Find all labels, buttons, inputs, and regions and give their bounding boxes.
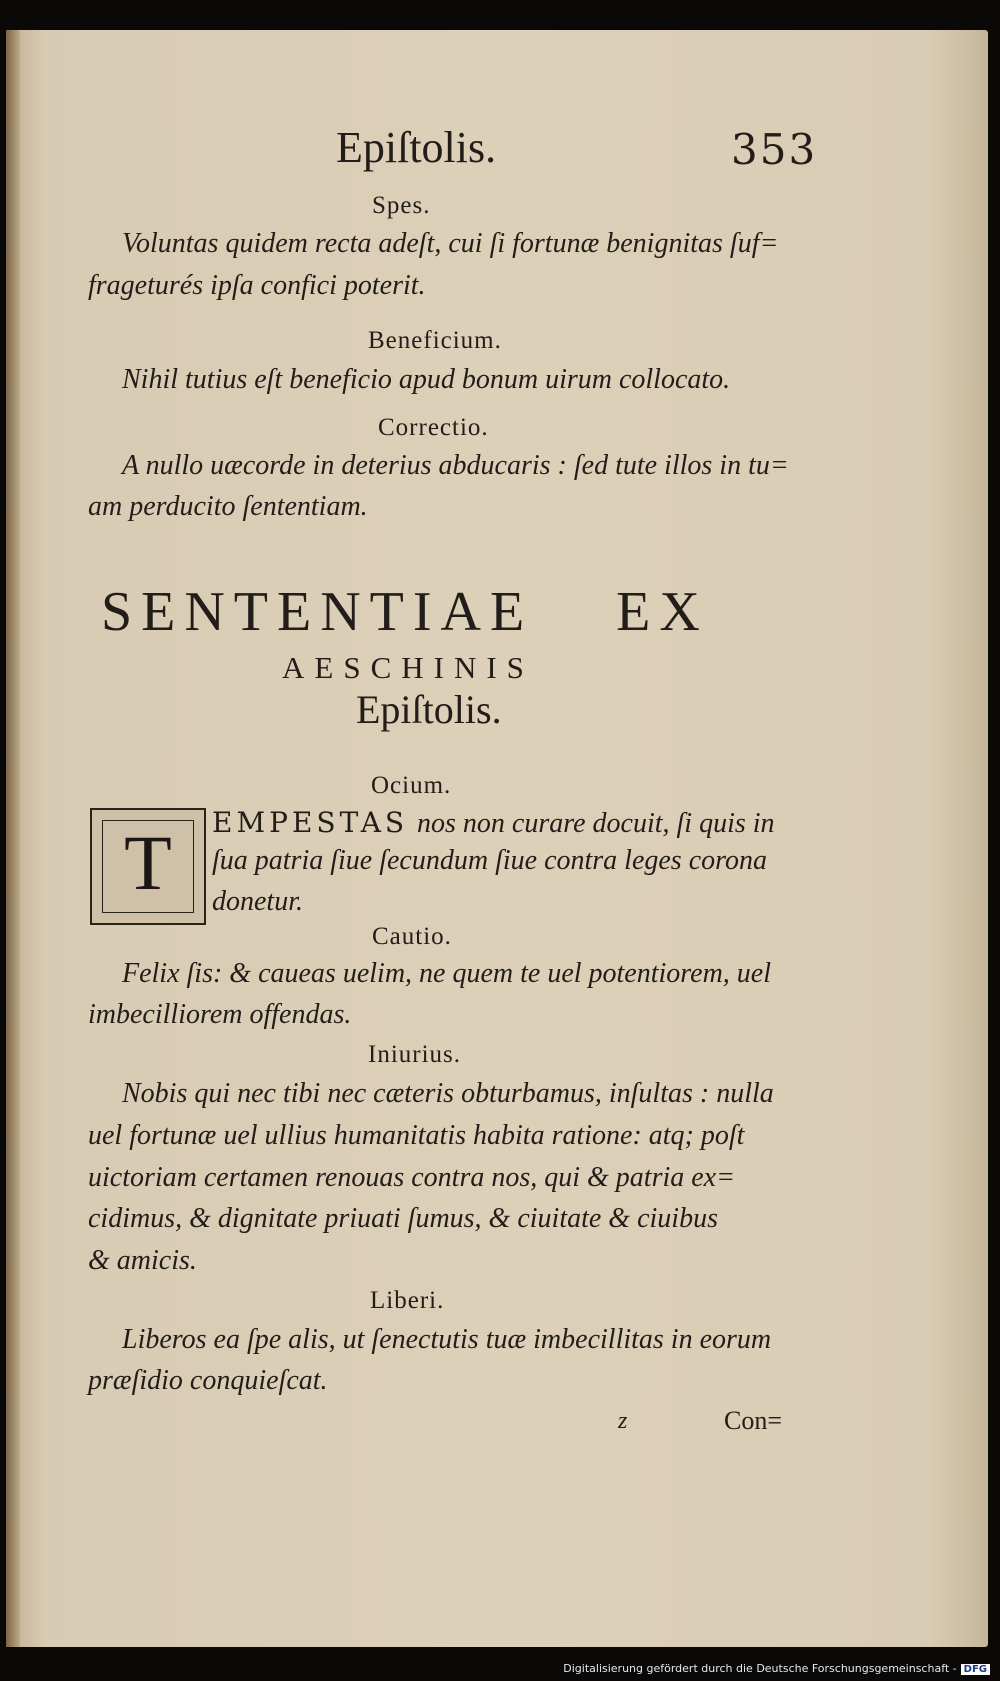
section-title-line1: SENTENTIAE EX [101, 581, 709, 643]
entry-line: uictoriam certamen renouas contra nos, qui & patria ex= [88, 1162, 736, 1193]
section-title-line2: AESCHINIS [282, 650, 534, 685]
entry-line: Liberos ea ſpe alis, ut ſenectutis tuæ imbecillitas in eorum [122, 1324, 772, 1355]
running-head: Epiſtolis. [336, 123, 497, 172]
entry-line: cidimus, & dignitate priuati ſumus, & ciuitate & ciuibus [88, 1203, 718, 1234]
entry-line: & amicis. [88, 1245, 197, 1276]
catchword: Con= [724, 1406, 783, 1435]
first-word: EMPESTAS [212, 806, 409, 839]
entry-line: frageturés ipſa confici poterit. [88, 270, 426, 301]
entry-line: præſidio conquieſcat. [88, 1365, 328, 1396]
entry-heading: Spes. [372, 192, 431, 219]
entry-heading: Cautio. [372, 923, 452, 950]
book-page [6, 30, 988, 1647]
entry-line: Nobis qui nec tibi nec cæteris obturbamus, inſultas : nulla [122, 1078, 774, 1109]
entry-line: uel fortunæ uel ullius humanitatis habita ratione: atq; poſt [88, 1120, 745, 1151]
entry-line: donetur. [212, 886, 303, 917]
entry-line: Voluntas quidem recta adeſt, cui ſi fortunæ benignitas ſuf= [122, 228, 779, 259]
entry-line: Felix ſis: & caueas uelim, ne quem te uel potentiorem, uel [122, 958, 772, 989]
initial-letter: T [124, 819, 172, 906]
signature-mark: z [618, 1408, 628, 1434]
entry-heading: Iniurius. [368, 1041, 462, 1068]
entry-heading: Liberi. [370, 1287, 445, 1314]
entry-line-rest: nos non curare docuit, ſi quis in [417, 808, 775, 839]
decorated-initial [90, 808, 206, 925]
entry-heading: Correctio. [378, 414, 489, 441]
entry-line: Nihil tutius eſt beneficio apud bonum uirum collocato. [122, 364, 731, 395]
entry-line: ſua patria ſiue ſecundum ſiue contra leges corona [212, 845, 767, 876]
page-gutter [6, 30, 20, 1647]
entry-line-first [212, 806, 775, 840]
entry-line: imbecilliorem offendas. [88, 999, 352, 1030]
entry-heading: Beneficium. [368, 327, 502, 354]
digitization-credit [563, 1662, 990, 1675]
entry-heading: Ocium. [371, 772, 452, 799]
entry-line: am perducito ſententiam. [88, 491, 368, 522]
dfg-logo: DFG [961, 1664, 990, 1675]
entry-line: A nullo uæcorde in deterius abducaris : ſed tute illos in tu= [122, 450, 789, 481]
page-number: 353 [731, 125, 818, 174]
credit-text: Digitalisierung gefördert durch die Deutsche Forschungsgemeinschaft - [563, 1662, 957, 1675]
section-title-line3: Epiſtolis. [356, 687, 502, 732]
